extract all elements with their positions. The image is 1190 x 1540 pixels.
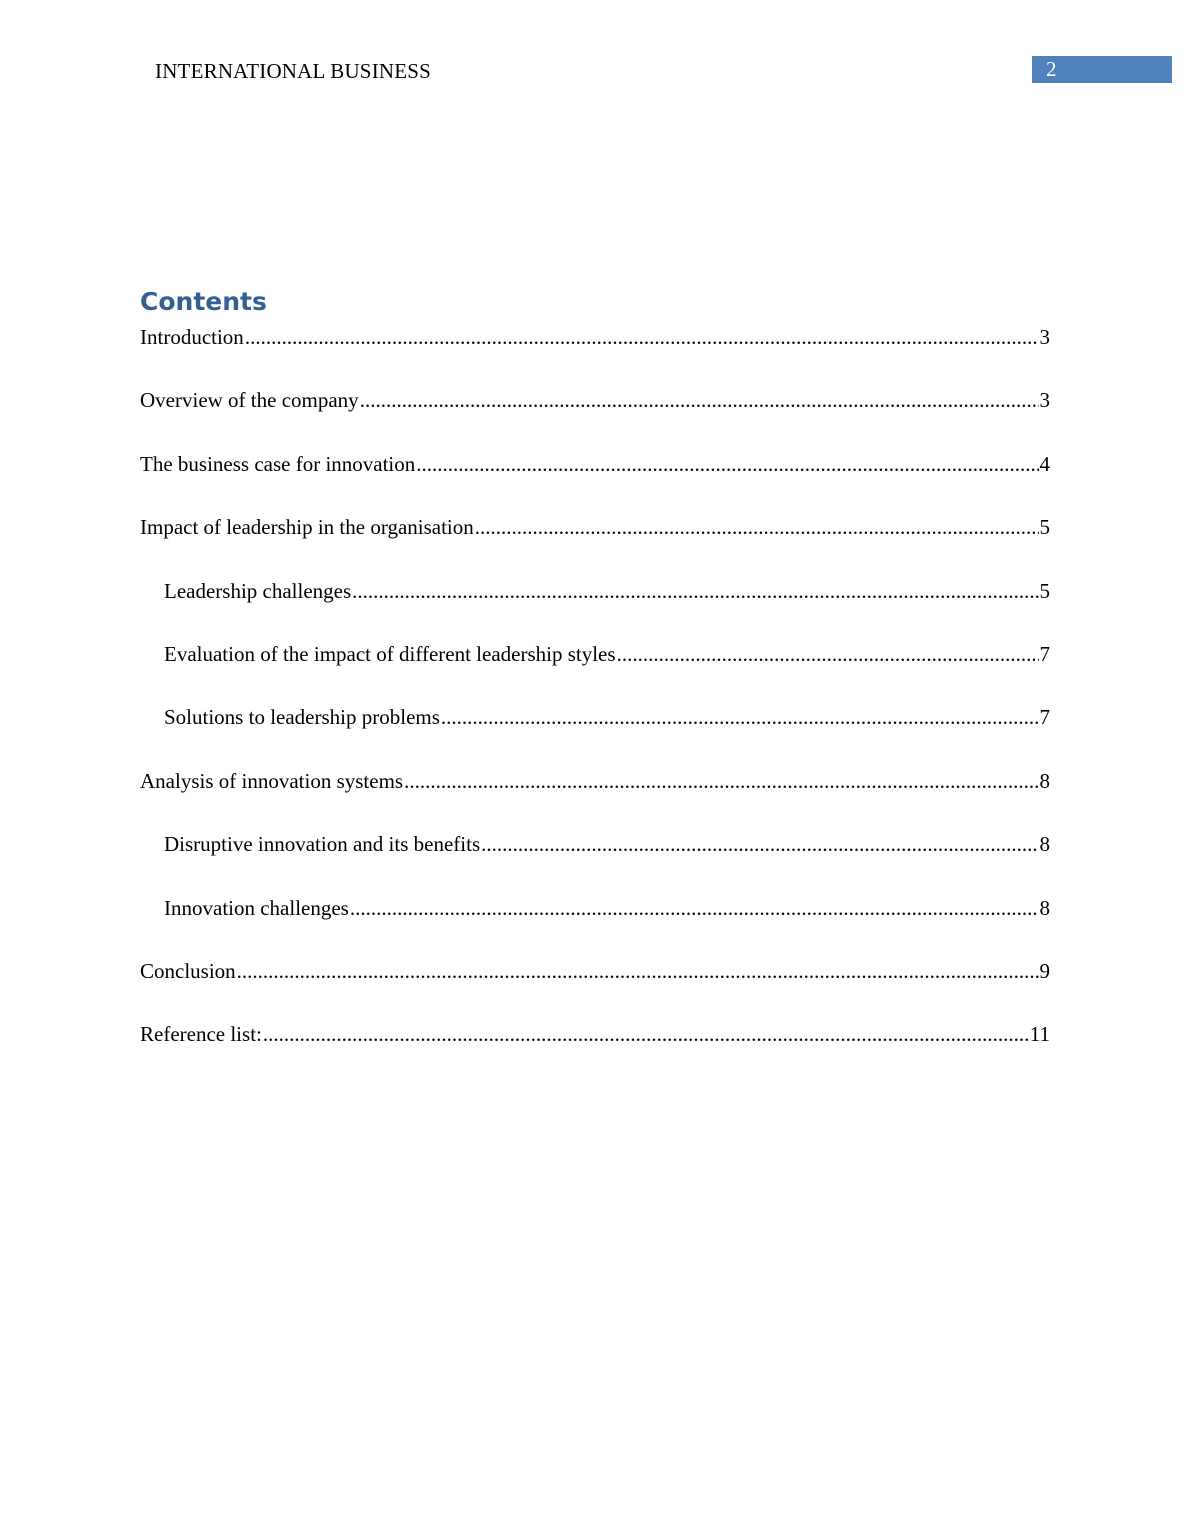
toc-dot-leader (416, 449, 1038, 479)
table-of-contents (140, 322, 1050, 1083)
toc-entry-reference-list[interactable] (140, 1019, 1050, 1082)
toc-dot-leader (481, 829, 1038, 859)
toc-entry-title: Evaluation of the impact of different leadership styles (164, 641, 616, 666)
toc-entry-title: Solutions to leadership problems (164, 705, 440, 730)
toc-entry-title: Leadership challenges (164, 578, 352, 603)
toc-entry-page: 9 (1039, 958, 1050, 983)
toc-entry-page: 11 (1029, 1022, 1050, 1047)
toc-entry-title: Overview of the company (140, 388, 359, 413)
toc-entry-title: Conclusion (140, 958, 236, 983)
toc-dot-leader (350, 893, 1039, 923)
page-number-badge (1032, 56, 1172, 83)
page-number: 2 (1046, 57, 1057, 81)
toc-dot-leader (245, 322, 1039, 352)
toc-entry-page: 7 (1039, 705, 1050, 730)
toc-entry-title: Analysis of innovation systems (140, 768, 404, 793)
toc-entry-page: 5 (1039, 515, 1050, 540)
toc-heading: Contents (140, 287, 267, 316)
toc-entry-introduction[interactable] (140, 322, 1050, 385)
toc-entry-innovation-challenges[interactable] (140, 893, 1050, 956)
toc-entry-title: Reference list: (140, 1022, 262, 1047)
toc-entry-impact-of-leadership[interactable] (140, 512, 1050, 575)
toc-entry-title: Impact of leadership in the organisation (140, 515, 474, 540)
toc-dot-leader (475, 512, 1039, 542)
toc-dot-leader (441, 702, 1039, 732)
toc-dot-leader (360, 385, 1039, 415)
toc-entry-title: Innovation challenges (164, 895, 349, 920)
toc-entry-page: 7 (1039, 641, 1050, 666)
toc-entry-page: 8 (1039, 768, 1050, 793)
toc-dot-leader (404, 766, 1038, 796)
toc-entry-page: 8 (1039, 832, 1050, 857)
toc-entry-leadership-challenges[interactable] (140, 576, 1050, 639)
toc-entry-business-case-for-innovation[interactable] (140, 449, 1050, 512)
toc-dot-leader (352, 576, 1038, 606)
toc-entry-overview-of-the-company[interactable] (140, 385, 1050, 448)
toc-dot-leader (617, 639, 1039, 669)
toc-entry-page: 4 (1039, 451, 1050, 476)
toc-entry-disruptive-innovation[interactable] (140, 829, 1050, 892)
toc-entry-title: Introduction (140, 325, 244, 349)
toc-entry-page: 3 (1039, 325, 1050, 349)
toc-entry-conclusion[interactable] (140, 956, 1050, 1019)
toc-entry-analysis-of-innovation-systems[interactable] (140, 766, 1050, 829)
toc-entry-evaluation-of-leadership-styles[interactable] (140, 639, 1050, 702)
running-header-title: INTERNATIONAL BUSINESS (155, 59, 432, 83)
toc-entry-title: Disruptive innovation and its benefits (164, 832, 481, 857)
toc-dot-leader (263, 1019, 1029, 1049)
toc-entry-page: 8 (1039, 895, 1050, 920)
toc-entry-solutions-to-leadership-problems[interactable] (140, 702, 1050, 765)
toc-entry-title: The business case for innovation (140, 451, 416, 476)
toc-entry-page: 3 (1039, 388, 1050, 413)
toc-entry-page: 5 (1039, 578, 1050, 603)
toc-dot-leader (237, 956, 1039, 986)
